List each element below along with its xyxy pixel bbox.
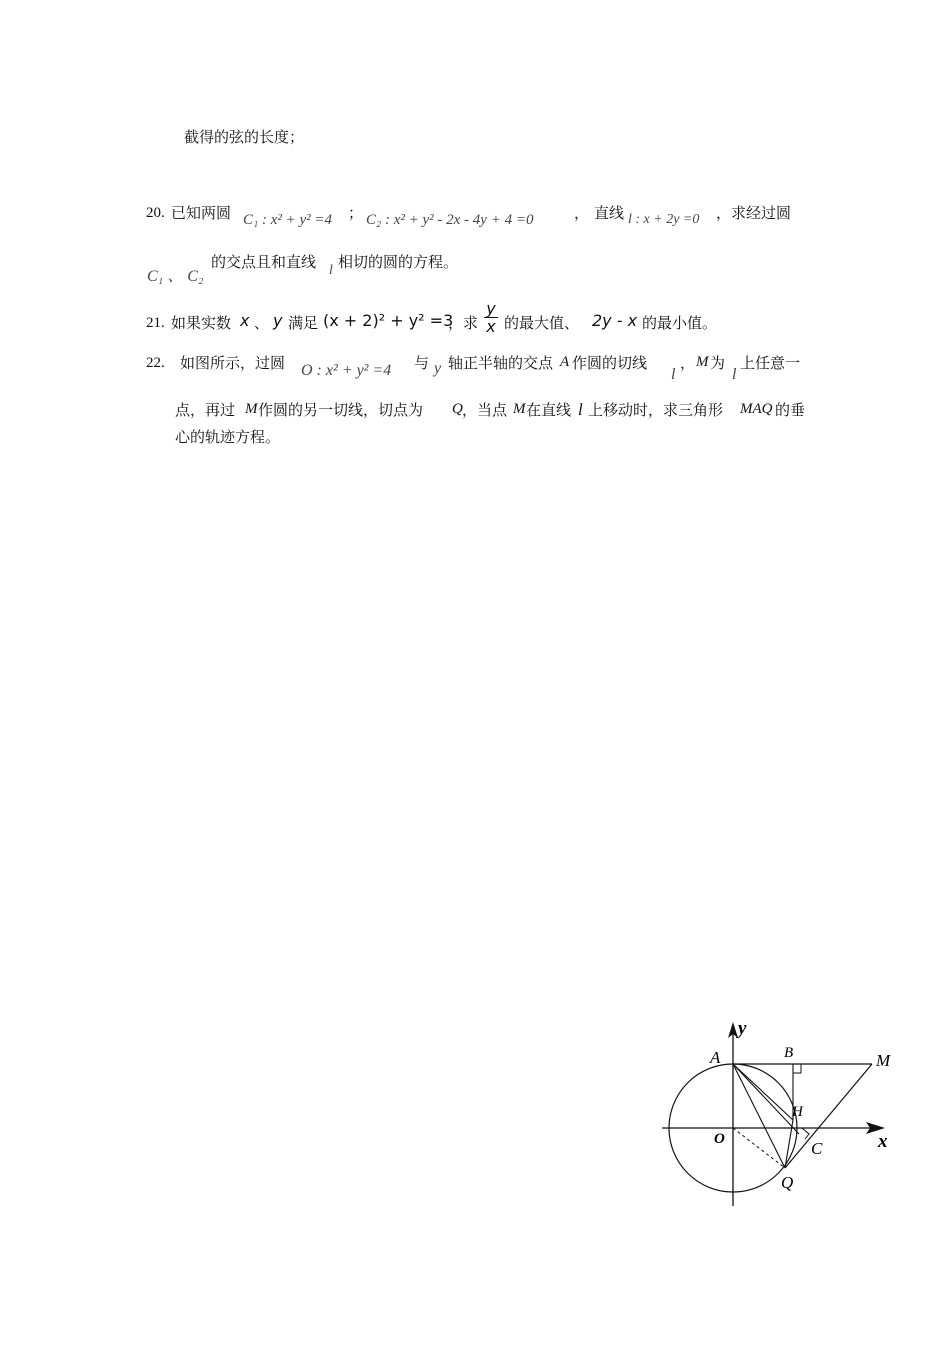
problem-text: 作圆的另一切线，切点为: [258, 401, 424, 419]
fraction-denominator: x: [486, 317, 496, 336]
label-c: C: [811, 1139, 823, 1158]
problem-text: 轴正半轴的交点: [448, 354, 554, 372]
label-o: O: [714, 1131, 725, 1147]
line-l-symbol: l: [732, 366, 737, 383]
fraction-y-over-x: [484, 300, 498, 335]
problem-text: 在直线: [526, 401, 572, 419]
label-a: A: [710, 1048, 721, 1067]
point-m: M: [513, 401, 526, 417]
line-l-symbol: l: [329, 263, 333, 278]
label-y: y: [738, 1018, 747, 1039]
problem-number: 21.: [146, 315, 165, 331]
problem-text: 点，再过: [175, 401, 236, 419]
label-q: Q: [781, 1173, 794, 1192]
problem-text: 满足: [288, 314, 319, 332]
expression: 2y - x: [592, 311, 638, 330]
point-m: M: [696, 354, 709, 370]
problem-text: 作圆的切线: [572, 354, 648, 372]
label-x: x: [878, 1131, 888, 1152]
point-q: Q: [452, 401, 463, 417]
problem-text: 上移动时，求三角形: [588, 401, 724, 419]
problem-text: 心的轨迹方程。: [175, 428, 281, 446]
circle-c1-equation: C₁ : x² + y² =4: [243, 212, 333, 228]
radius-oq-dashed: [733, 1128, 785, 1168]
problem-text: 已知两圆: [171, 204, 232, 222]
problem-text: 为: [710, 354, 726, 372]
problem-text: 直线: [594, 204, 625, 222]
problem-text: ；: [348, 204, 364, 222]
circles-pair: C₁ 、 C₂: [147, 268, 204, 285]
point-m: M: [245, 401, 258, 417]
line-l-symbol: l: [578, 400, 583, 419]
problem-text: 的最小值。: [642, 314, 718, 332]
axis-y-symbol: y: [434, 360, 442, 377]
circle-c2-equation: C₂ : x² + y² - 2x - 4y + 4 =0: [366, 212, 534, 228]
problem-text: 如果实数: [171, 314, 232, 332]
problem-text: ，: [680, 354, 696, 372]
problem-text: 与: [414, 354, 430, 372]
segment-ah: [733, 1064, 793, 1120]
geometry-figure: [650, 1010, 900, 1210]
problem-text: ，当点: [462, 401, 508, 419]
label-m: M: [876, 1051, 891, 1070]
problem-text: 的垂: [775, 401, 806, 419]
problem-text: 、: [254, 314, 270, 332]
line-l-symbol: l: [671, 366, 676, 383]
problem-text: 如图所示，过圆: [180, 354, 286, 372]
circle-equation: (x + 2)² + y² =3: [323, 311, 454, 330]
problem-text: ，求: [448, 314, 479, 332]
point-a: A: [560, 354, 570, 370]
label-b: B: [784, 1045, 794, 1061]
fraction-numerator: y: [486, 299, 496, 318]
circle-o-equation: O : x² + y² =4: [301, 362, 392, 379]
problem-number: 20.: [146, 205, 165, 221]
problem-text: 的最大值、: [504, 314, 580, 332]
triangle-maq: MAQ: [740, 401, 773, 417]
problem-text: ，求经过圆: [716, 204, 792, 222]
problem-number: 22.: [146, 355, 165, 371]
problem-text: 相切的圆的方程。: [338, 253, 459, 271]
line-l-equation: l : x + 2y =0: [628, 212, 700, 227]
variable-x: x: [240, 311, 250, 330]
problem-text: 上任意一: [740, 354, 801, 372]
segment-ac: [733, 1064, 799, 1134]
label-h: H: [792, 1104, 803, 1120]
variable-y: y: [273, 311, 283, 330]
problem-text: 的交点且和直线: [211, 253, 317, 271]
problem-text: ，: [574, 204, 590, 222]
segment-aq: [733, 1064, 785, 1168]
previous-problem-line: 截得的弦的长度；: [184, 128, 305, 146]
right-angle-mark-b: [793, 1064, 801, 1073]
right-angle-mark-c: [802, 1128, 809, 1139]
